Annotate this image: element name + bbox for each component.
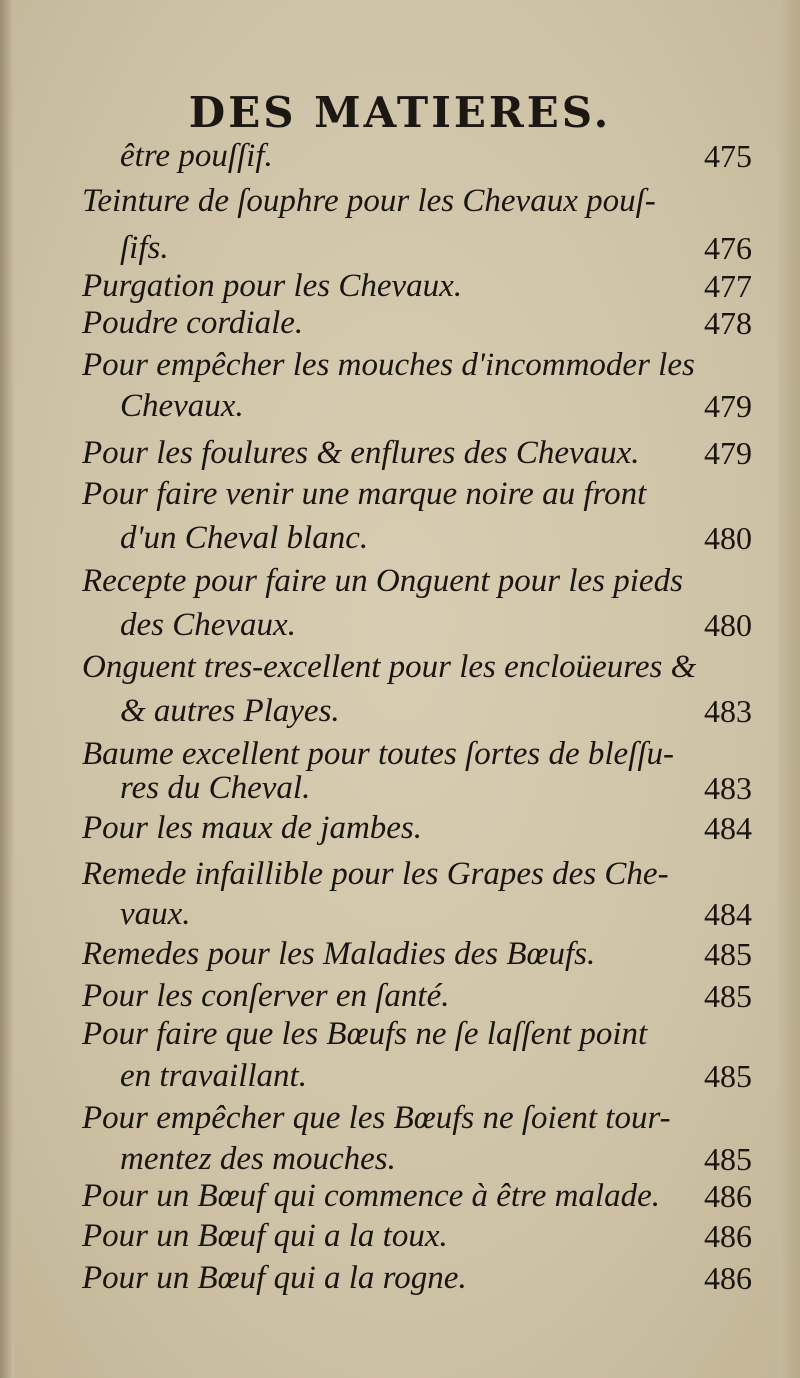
entry-text: Remede infaillible pour les Grapes des Che- — [82, 856, 669, 892]
page-number: 485 — [704, 978, 752, 1014]
entry-text: mentez des mouches. — [120, 1141, 396, 1177]
page-number: 480 — [704, 607, 752, 643]
page-number: 483 — [704, 693, 752, 729]
page-edge — [778, 0, 800, 1378]
page-number: 479 — [704, 388, 752, 424]
entry-text: vaux. — [120, 896, 191, 932]
page-number: 478 — [704, 305, 752, 341]
entry-text: Poudre cordiale. — [82, 305, 304, 341]
entry-text: en travaillant. — [120, 1058, 307, 1094]
entry-text: Pour faire que les Bœufs ne ſe laſſent point — [82, 1016, 648, 1052]
entry-text: Pour empêcher les mouches d'incommoder les — [82, 347, 695, 383]
entry-text: être pouſſif. — [120, 138, 273, 174]
entry-text: & autres Playes. — [120, 693, 340, 729]
page-number: 486 — [704, 1260, 752, 1296]
page-number: 486 — [704, 1178, 752, 1214]
entry-text: Remedes pour les Maladies des Bœufs. — [82, 936, 596, 972]
page-number: 480 — [704, 520, 752, 556]
entry-text: Onguent tres-excellent pour les encloüeures & — [82, 649, 697, 685]
page-number: 484 — [704, 810, 752, 846]
entry-text: Pour un Bœuf qui a la toux. — [82, 1218, 448, 1254]
entry-text: Pour les maux de jambes. — [82, 810, 423, 846]
entry-text: Pour les foulures & enflures des Chevaux. — [82, 435, 640, 471]
entry-text: ſifs. — [120, 230, 169, 266]
entry-text: d'un Cheval blanc. — [120, 520, 369, 556]
page-number: 475 — [704, 138, 752, 174]
page-number: 484 — [704, 896, 752, 932]
page-number: 485 — [704, 1141, 752, 1177]
page-number: 479 — [704, 435, 752, 471]
entry-text: res du Cheval. — [120, 770, 311, 806]
page-number: 486 — [704, 1218, 752, 1254]
running-header: DES MATIERES. — [188, 88, 612, 137]
page-number: 485 — [704, 936, 752, 972]
page-number: 476 — [704, 230, 752, 266]
page-number: 477 — [704, 268, 752, 304]
entry-text: Pour les conſerver en ſanté. — [82, 978, 450, 1014]
page-number: 483 — [704, 770, 752, 806]
entry-text: Pour un Bœuf qui a la rogne. — [82, 1260, 467, 1296]
entry-text: Teinture de ſouphre pour les Chevaux pouſ- — [82, 183, 656, 219]
entry-text: Pour un Bœuf qui commence à être malade. — [82, 1178, 660, 1214]
entry-text: Baume excellent pour toutes ſortes de bleſſu- — [82, 736, 675, 772]
entry-text: des Chevaux. — [120, 607, 296, 643]
entry-text: Chevaux. — [120, 388, 244, 424]
page-gutter — [0, 0, 14, 1378]
entry-text: Recepte pour faire un Onguent pour les pieds — [82, 563, 683, 599]
entry-text: Pour faire venir une marque noire au front — [82, 476, 647, 512]
entry-text: Purgation pour les Chevaux. — [82, 268, 463, 304]
page-number: 485 — [704, 1058, 752, 1094]
entry-text: Pour empêcher que les Bœufs ne ſoient tour- — [82, 1100, 671, 1136]
